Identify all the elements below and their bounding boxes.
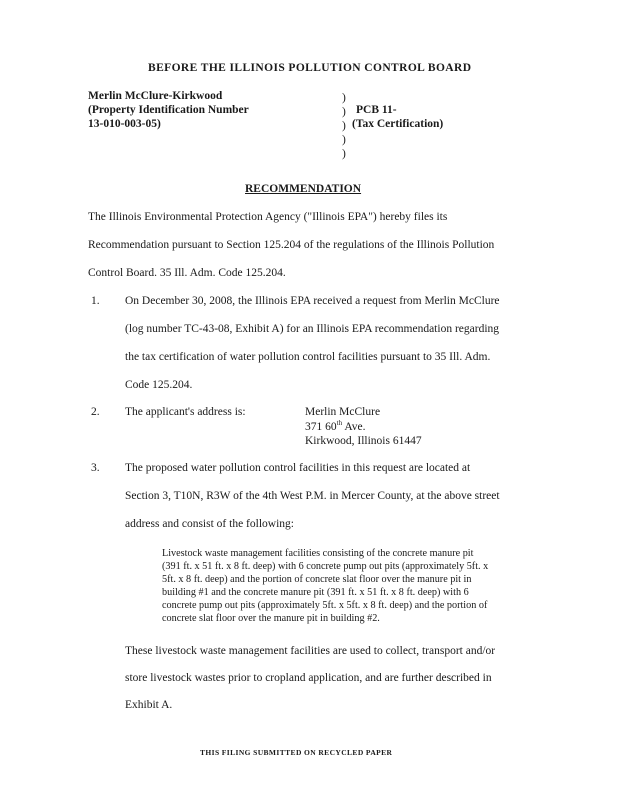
text-line: Control Board. 35 Ill. Adm. Code 125.204. <box>88 267 286 279</box>
text-line: These livestock waste management facilities are used to collect, transport and/or <box>125 645 496 657</box>
caption-bracket: ) <box>342 134 346 146</box>
text-line: store livestock wastes prior to cropland application, and are further described in <box>125 672 492 684</box>
applicant-street <box>305 421 366 434</box>
street-ordinal: th <box>336 419 343 428</box>
text-line: Section 3, T10N, R3W of the 4th West P.M. in Mercer County, at the above street <box>125 490 500 502</box>
case-number: PCB 11- <box>356 104 397 116</box>
page-footer: THIS FILING SUBMITTED ON RECYCLED PAPER <box>200 748 393 757</box>
quote-line: (391 ft. x 51 ft. x 8 ft. deep) with 6 concrete pump out pits (approximately 5ft. x <box>162 561 489 572</box>
petitioner-name: Merlin McClure-Kirkwood <box>88 90 223 102</box>
address-label: The applicant's address is: <box>125 406 246 418</box>
item-number: 1. <box>91 295 100 307</box>
property-id-label: (Property Identification Number <box>88 104 249 116</box>
caption-bracket: ) <box>342 148 346 160</box>
section-heading: RECOMMENDATION <box>245 183 362 195</box>
item-number: 2. <box>91 406 100 418</box>
text-line: Code 125.204. <box>125 379 193 391</box>
quote-line: 5ft. x 8 ft. deep) and the portion of concrete slat floor over the manure pit in <box>162 574 472 585</box>
quote-line: Livestock waste management facilities consisting of the concrete manure pit <box>162 548 474 559</box>
caption-bracket: ) <box>342 106 346 118</box>
text-line: The proposed water pollution control facilities in this request are located at <box>125 462 471 474</box>
case-type: (Tax Certification) <box>352 118 444 130</box>
text-line: On December 30, 2008, the Illinois EPA received a request from Merlin McClure <box>125 295 500 307</box>
text-line: (log number TC-43-08, Exhibit A) for an Illinois EPA recommendation regarding <box>125 323 500 335</box>
quote-line: concrete slat floor over the manure pit in building #2. <box>162 613 380 624</box>
caption-bracket: ) <box>342 120 346 132</box>
quote-line: concrete pump out pits (approximately 5ft. x 5ft. x 8 ft. deep) and the portion of <box>162 600 488 611</box>
item-number: 3. <box>91 462 100 474</box>
text-line: The Illinois Environmental Protection Agency ("Illinois EPA") hereby files its <box>88 211 448 223</box>
text-line: Recommendation pursuant to Section 125.204 of the regulations of the Illinois Pollution <box>88 239 495 251</box>
property-id-number: 13-010-003-05) <box>88 118 161 130</box>
applicant-city: Kirkwood, Illinois 61447 <box>305 435 422 447</box>
street-prefix: 371 60 <box>305 421 337 433</box>
text-line: Exhibit A. <box>125 699 173 711</box>
caption-bracket: ) <box>342 92 346 104</box>
text-line: address and consist of the following: <box>125 518 294 530</box>
page-title: BEFORE THE ILLINOIS POLLUTION CONTROL BOARD <box>148 62 472 74</box>
quote-line: building #1 and the concrete manure pit (391 ft. x 51 ft. x 8 ft. deep) with 6 <box>162 587 469 598</box>
text-line: the tax certification of water pollution control facilities pursuant to 35 Ill. Adm. <box>125 351 491 363</box>
applicant-name: Merlin McClure <box>305 406 381 418</box>
street-suffix: Ave. <box>342 421 366 433</box>
